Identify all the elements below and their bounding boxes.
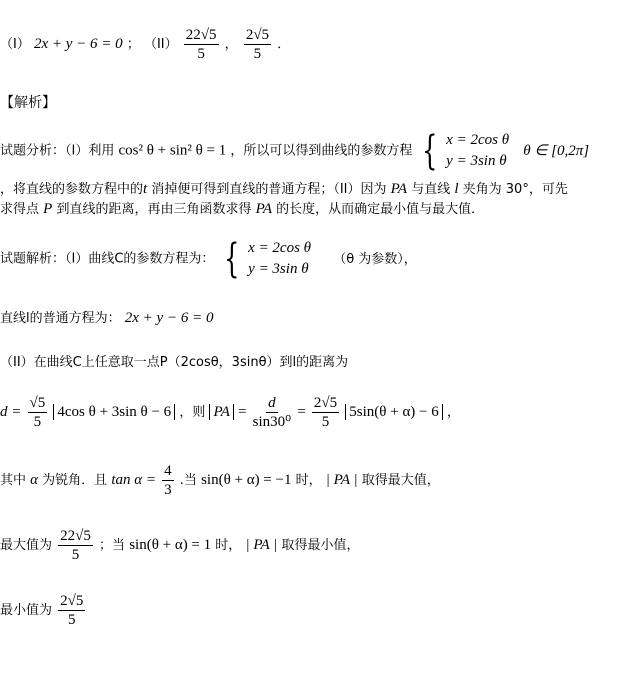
answer-line	[0, 26, 290, 63]
solution-line-1: 试题解析：（I）曲线C的参数方程为： { x = 2cos θ y = 3sin θ （θ 为参数），	[0, 236, 417, 282]
min-value-line: 最小值为 $\frac{2√5}{5}$	[0, 593, 84, 628]
analysis-line-2: ，将直线的参数方程中的t 消掉便可得到直线的普通方程；（II）因为 PA 与直线 l 夹角为 30°，可先	[0, 181, 568, 197]
answer-part2-label: （II）	[143, 37, 178, 52]
answer-separator: ；	[126, 37, 140, 52]
solution-part2-intro: （II）在曲线C上任意取一点P（2cosθ，3sinθ）到l的距离为	[0, 355, 349, 370]
answer-max-fraction: $\frac{22√5}{5}$	[185, 27, 217, 62]
identity-formula: cos² θ + sin² θ = 1	[118, 142, 227, 159]
brace-icon: {	[421, 128, 437, 174]
analysis-line-1: 试题分析：（I）利用 cos² θ + sin² θ = 1 ，所以可以得到曲线的参数方程 { x = 2cos θ y = 3sin θ θ ∈ [0,2π]	[0, 128, 590, 174]
theta-range: θ ∈ [0,2π]	[523, 142, 590, 159]
max-value-line: 最大值为 $\frac{22√5}{5}$ ；当 sin(θ + α) = 1 时， | PA | 取得最小值，	[0, 528, 360, 563]
alpha-line: 其中 α 为锐角．且 tan α = $\frac{4}{3}$ .当 sin(θ + α) = −1 时， | PA | 取得最大值，	[0, 463, 440, 498]
param-system: x = 2cos θ y = 3sin θ	[446, 132, 510, 169]
answer-part1-label: （I）	[0, 37, 30, 52]
answer-part1-equation: 2x + y − 6 = 0	[33, 36, 123, 52]
curve-param-system: x = 2cos θ y = 3sin θ	[248, 240, 312, 277]
analysis-line-3: 求得点 P 到直线的距离，再由三角函数求得 PA 的长度，从而确定最小值与最大值．	[0, 201, 485, 217]
line-equation: 直线l的普通方程为： 2x + y − 6 = 0	[0, 310, 214, 326]
distance-formula-line: d = $\frac{√5}{5}$ 4cos θ + 3sin θ − 6 ，则 PA = $\frac{d}{\text{sin30⁰}}$ = $\frac{2√5}{5}$ 5sin(θ + α) − 6 ，	[0, 395, 460, 430]
brace-icon: {	[223, 236, 239, 282]
answer-period: ．	[277, 37, 291, 52]
answer-comma: ，	[224, 37, 238, 52]
answer-min-fraction: $\frac{2√5}{5}$	[245, 27, 270, 62]
section-heading: 【解析】	[0, 95, 56, 111]
